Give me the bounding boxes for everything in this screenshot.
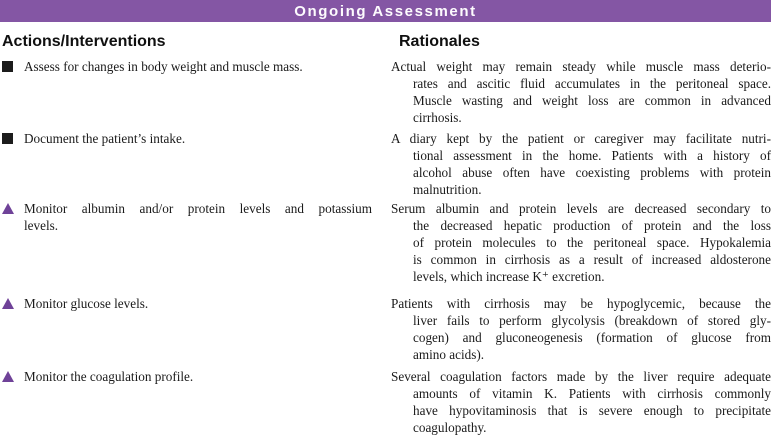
rationale-line: cogen) and gluconeogenesis (formation of glucose from <box>413 330 771 345</box>
table-row <box>0 130 771 198</box>
triangle-bullet-icon <box>2 298 14 309</box>
rationale-cell <box>391 368 771 435</box>
rationale-line: coagulopathy. <box>413 420 487 435</box>
action-line: Monitor albumin and/or protein levels and potassium <box>24 201 372 216</box>
table-row <box>0 295 771 363</box>
rationale-line: malnutrition. <box>413 182 482 197</box>
table-row <box>0 200 771 285</box>
rationale-line: tional assessment in the home. Patients with a history of <box>413 148 771 163</box>
rationale-cell <box>391 130 771 198</box>
table-row <box>0 368 771 435</box>
rationale-cell <box>391 200 771 285</box>
action-cell <box>2 368 372 435</box>
rationale-line: rates and ascitic fluid accumulates in the peritoneal space. <box>413 76 771 91</box>
assessment-table <box>0 58 771 435</box>
rationale-line: Patients with cirrhosis may be hypoglycemic, because the <box>391 296 771 311</box>
title-bar <box>0 0 771 22</box>
action-cell <box>2 58 372 126</box>
column-header-actions: Actions/Interventions <box>2 33 166 50</box>
rationale-line: of protein molecules to the peritoneal space. Hypokalemia <box>413 235 771 250</box>
rationale-line: the decreased hepatic production of protein and the loss <box>413 218 771 233</box>
rationale-line: cirrhosis. <box>413 110 462 125</box>
action-cell <box>2 200 372 285</box>
rationale-line: is common in cirrhosis as a result of increased aldosterone <box>413 252 771 267</box>
rationale-line: liver fails to perform glycolysis (breakdown of stored gly- <box>413 313 771 328</box>
action-line: Monitor glucose levels. <box>24 296 149 311</box>
action-line: Monitor the coagulation profile. <box>24 369 194 384</box>
action-line: Document the patient’s intake. <box>24 131 186 146</box>
rationale-line: amino acids). <box>413 347 485 362</box>
rationale-line: alcohol abuse often have coexisting problems with protein <box>413 165 771 180</box>
action-cell <box>2 295 372 363</box>
triangle-bullet-icon <box>2 203 14 214</box>
action-line: levels. <box>24 218 59 233</box>
column-headers <box>0 32 771 51</box>
rationale-line: Muscle wasting and weight loss are common in advanced <box>413 93 771 108</box>
rationale-line: have hypovitaminosis that is severe enough to precipitate <box>413 403 771 418</box>
rationale-line: amounts of vitamin K. Patients with cirrhosis commonly <box>413 386 771 401</box>
rationale-line: A diary kept by the patient or caregiver may facilitate nutri- <box>391 131 771 146</box>
rationale-line: Actual weight may remain steady while muscle mass deterio- <box>391 59 771 74</box>
square-bullet-icon <box>2 61 13 72</box>
rationale-line: Serum albumin and protein levels are decreased secondary to <box>391 201 771 216</box>
rationale-line: Several coagulation factors made by the liver require adequate <box>391 369 771 384</box>
rationale-cell <box>391 58 771 126</box>
action-line: Assess for changes in body weight and muscle mass. <box>24 59 303 74</box>
action-cell <box>2 130 372 198</box>
table-row <box>0 58 771 126</box>
square-bullet-icon <box>2 133 13 144</box>
rationale-cell <box>391 295 771 363</box>
rationale-line: levels, which increase K⁺ excretion. <box>413 269 605 284</box>
column-header-rationales: Rationales <box>399 33 480 50</box>
page-title: Ongoing Assessment <box>294 2 477 20</box>
triangle-bullet-icon <box>2 371 14 382</box>
